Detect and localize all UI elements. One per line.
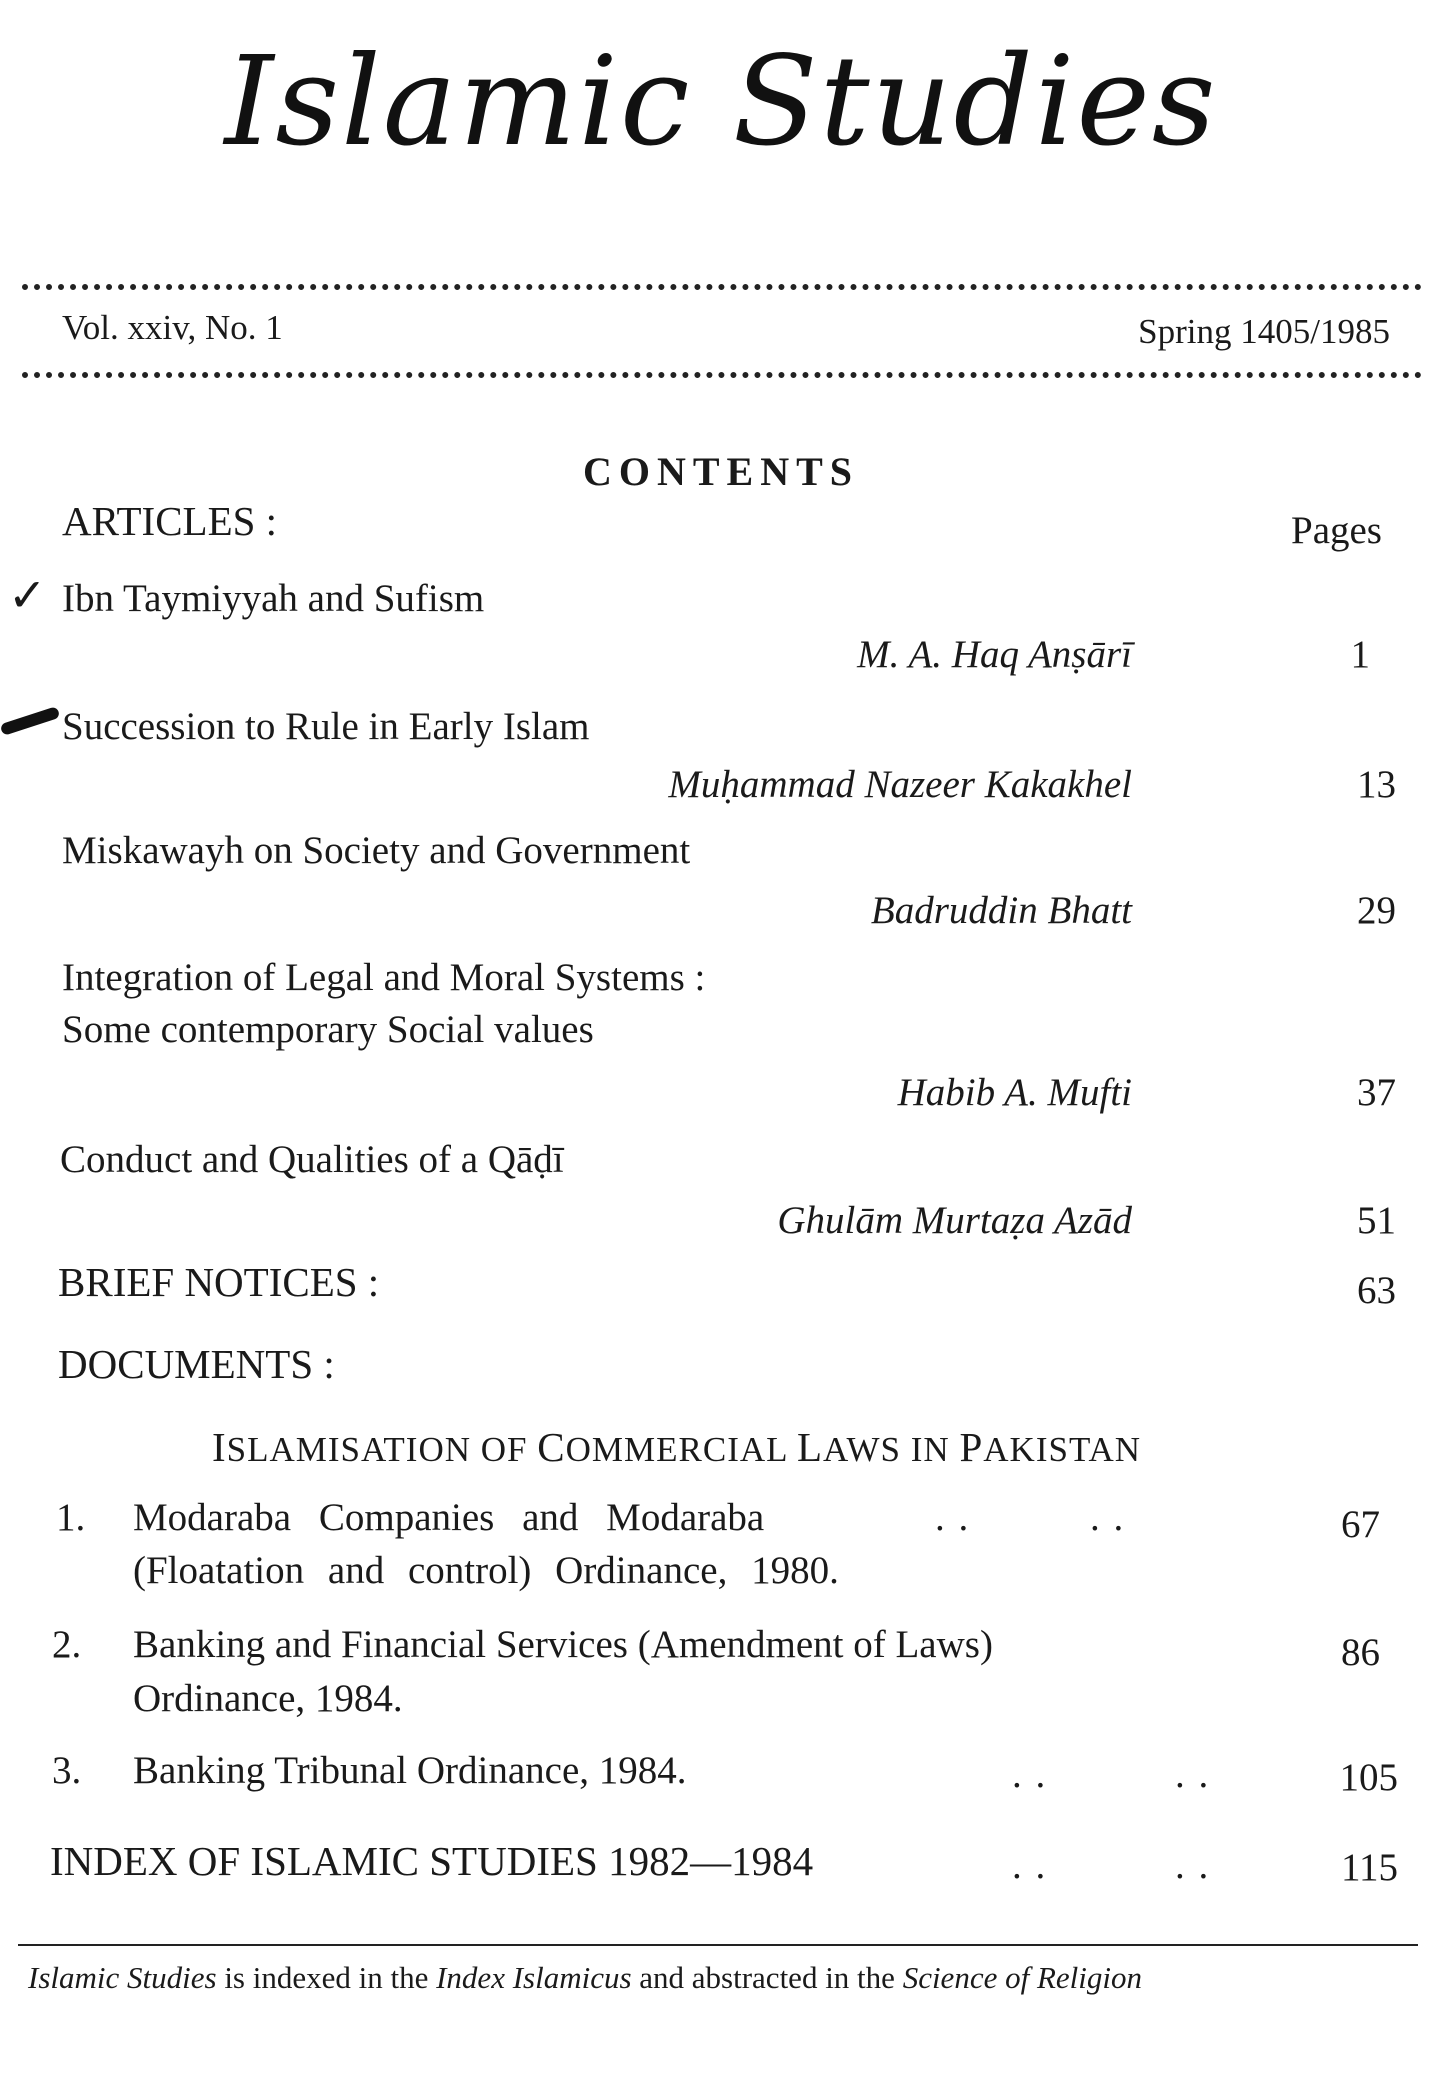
- check-mark-icon: ✓: [8, 570, 47, 621]
- dotted-divider-top: [22, 284, 1422, 290]
- article-title: Conduct and Qualities of a Qāḍī: [60, 1138, 564, 1181]
- article-page: 51: [1357, 1199, 1396, 1242]
- article-title: Miskawayh on Society and Government: [62, 829, 691, 872]
- document-page: 86: [1341, 1631, 1380, 1674]
- issue-date: Spring 1405/1985: [1138, 312, 1390, 351]
- dot-leader: . .: [1090, 1496, 1126, 1539]
- articles-label: ARTICLES :: [62, 498, 278, 544]
- dot-leader: . .: [1012, 1753, 1048, 1796]
- document-title-continued: (Floatation and control) Ordinance, 1980.: [133, 1549, 839, 1592]
- dot-leader: . .: [935, 1496, 971, 1539]
- document-number: 2.: [52, 1623, 82, 1666]
- article-title: Succession to Rule in Early Islam: [62, 705, 590, 748]
- document-title: Modaraba Companies and Modaraba: [133, 1496, 765, 1539]
- article-title: Integration of Legal and Moral Systems :: [62, 956, 706, 999]
- dot-leader: . .: [1175, 1753, 1211, 1796]
- document-title-continued: Ordinance, 1984.: [133, 1677, 403, 1720]
- article-title: Ibn Taymiyyah and Sufism: [62, 577, 485, 620]
- article-author: Habib A. Mufti: [897, 1071, 1132, 1114]
- pages-label: Pages: [1291, 509, 1382, 552]
- documents-subheading: ISLAMISATION OF COMMERCIAL LAWS IN PAKISTAN: [212, 1424, 1142, 1470]
- index-page: 115: [1340, 1846, 1398, 1889]
- article-author: Muḥammad Nazeer Kakakhel: [668, 763, 1132, 806]
- dotted-divider-bottom: [22, 372, 1422, 378]
- document-number: 1.: [56, 1496, 86, 1539]
- document-page: 105: [1339, 1756, 1398, 1799]
- article-title-continued: Some contemporary Social values: [62, 1008, 594, 1051]
- article-page: 29: [1357, 889, 1396, 932]
- journal-masthead: Islamic Studies: [224, 30, 1218, 174]
- indexing-note: Islamic Studies is indexed in the Index Islamicus and abstracted in the Science of Religion: [28, 1960, 1142, 1995]
- contents-heading: CONTENTS: [582, 449, 860, 494]
- volume-number: Vol. xxiv, No. 1: [62, 308, 283, 347]
- footer-rule: [18, 1944, 1418, 1946]
- brief-notices-label: BRIEF NOTICES :: [58, 1259, 380, 1305]
- article-author: Badruddin Bhatt: [870, 889, 1132, 932]
- document-page: 67: [1341, 1503, 1380, 1546]
- dot-leader: . .: [1012, 1844, 1048, 1887]
- document-title: Banking Tribunal Ordinance, 1984.: [133, 1749, 687, 1792]
- document-number: 3.: [52, 1749, 82, 1792]
- document-title: Banking and Financial Services (Amendment of Laws): [133, 1623, 993, 1666]
- index-label: INDEX OF ISLAMIC STUDIES 1982—1984: [50, 1838, 814, 1884]
- documents-label: DOCUMENTS :: [58, 1341, 335, 1387]
- article-author: M. A. Haq Anṣārī: [857, 633, 1132, 676]
- dot-leader: . .: [1175, 1844, 1211, 1887]
- ink-smudge: [0, 706, 60, 736]
- brief-notices-page: 63: [1357, 1269, 1396, 1312]
- article-author: Ghulām Murtaẓa Azād: [777, 1199, 1132, 1242]
- article-page: 1: [1350, 633, 1370, 676]
- article-page: 37: [1357, 1071, 1396, 1114]
- article-page: 13: [1357, 763, 1396, 806]
